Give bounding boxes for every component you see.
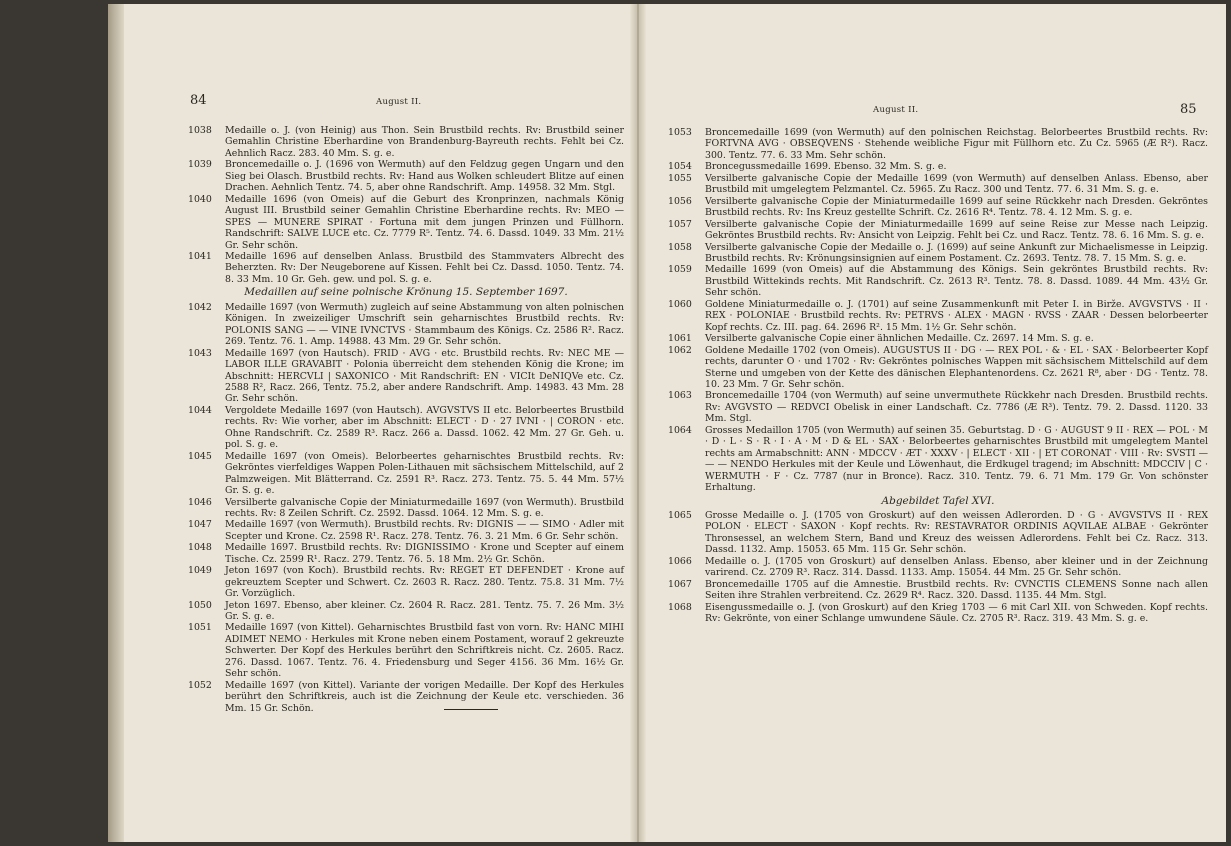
- catalog-entry: [668, 345, 1208, 391]
- catalog-entry: [188, 348, 624, 405]
- catalog-entry: [188, 451, 624, 497]
- catalog-entry: [668, 579, 1208, 602]
- entry-number: 1055: [668, 172, 692, 184]
- entry-text: Medaille 1697. Brustbild rechts. Rv: DIGNISSIMO · Krone und Scepter auf einem Tische. Cz. 2599 R¹. Racz. 279. Tentz. 76. 5. 18 Mm. 2½ Gr. Schön.: [225, 542, 624, 565]
- section-heading: Medaillen auf seine polnische Krönung 15. September 1697.: [244, 286, 568, 299]
- entry-text: Broncemedaille 1699 (von Wermuth) auf den polnischen Reichstag. Belorbeertes Brustbild rechts. Rv: FORTVNA AVG · OBSEQVENS · Stehende weibliche Figur mit Füllhorn etc. Zu Cz. 5965 (Æ R²). Racz. 300. Tentz. 77. 6. 33 Mm. Sehr schön.: [705, 127, 1208, 161]
- page-number-left: 84: [190, 93, 207, 108]
- catalog-entry: [188, 600, 624, 623]
- entry-number: 1065: [668, 509, 692, 521]
- entry-text: Medaille 1697 (von Omeis). Belorbeertes geharnischtes Brustbild rechts. Rv: Gekröntes vierfeldiges Wappen Polen-Lithauen mit sächsischem Mittelschild, auf 2 Palmzweigen. Mit Blätterrand. Cz. 2591 R³. Racz. 273. Tentz. 75. 5. 44 Mm. 57½ Gr. S. g. e.: [225, 450, 624, 497]
- left-page-body: [188, 125, 624, 714]
- entry-number: 1060: [668, 298, 692, 310]
- catalog-entry: [668, 510, 1208, 556]
- catalog-entry: [668, 173, 1208, 196]
- catalog-entry: [188, 497, 624, 520]
- book-gutter: [630, 4, 646, 842]
- entry-number: 1050: [188, 599, 212, 611]
- entry-text: Eisengussmedaille o. J. (von Groskurt) auf den Krieg 1703 — 6 mit Carl XII. von Schweden. Kopf rechts. Rv: Gekrönte, von einer Schlange umwundene Säule. Cz. 2705 R³. Racz. 319. 43 Mm. S. g. e.: [705, 601, 1208, 625]
- entry-number: 1068: [668, 601, 692, 613]
- catalog-entry: [188, 565, 624, 599]
- catalog-entry: [668, 425, 1208, 494]
- entry-number: 1057: [668, 218, 692, 230]
- entry-number: 1061: [668, 333, 692, 345]
- catalog-entry: [188, 680, 624, 714]
- entry-text: Medaille 1697 (von Hautsch). FRID · AVG · etc. Brustbild rechts. Rv: NEC ME — LABOR ILLE GRAVABIT · Polonia überreicht dem stehenden König die Krone; im Abschnitt: HERCVLI | SAXONICO · Mit Randschrift: EN · VICIt DeNIQVe etc. Cz. 2588 R², Racz. 266, Tentz. 75.2, aber andere Randschrift. Amp. 14983. 43 Mm. 28 Gr. Sehr schön.: [225, 347, 624, 405]
- entry-text: Medaille o. J. (von Heinig) aus Thon. Sein Brustbild rechts. Rv: Brustbild seiner Gemahlin Christine Eberhardine von Brandenburg-Bayreuth rechts. Fehlt bei Cz. Aehnlich Racz. 283. 40 Mm. S. g. e.: [225, 125, 624, 159]
- entry-text: Medaille 1699 (von Omeis) auf die Abstammung des Königs. Sein gekröntes Brustbild rechts. Rv: Brustbild Wittekinds rechts. Mit Randschrift. Cz. 2613 R³. Tentz. 78. 8. Dassd. 1089. 44 Mm. 43½ Gr. Sehr schön.: [705, 264, 1208, 299]
- page-number-right: 85: [1180, 102, 1197, 117]
- entry-number: 1044: [188, 404, 212, 416]
- catalog-entry: [188, 519, 624, 542]
- catalog-entry: [668, 242, 1208, 265]
- catalog-entry: [188, 622, 624, 679]
- right-entries-before: [668, 127, 1208, 494]
- entry-number: 1047: [188, 519, 212, 531]
- catalog-entry: [668, 390, 1208, 424]
- entry-number: 1067: [668, 578, 692, 590]
- catalog-entry: [668, 196, 1208, 219]
- entry-text: Jeton 1697 (von Koch). Brustbild rechts. Rv: REGET ET DEFENDET · Krone auf gekreuztem Scepter und Schwert. Cz. 2603 R. Racz. 280. Tentz. 75.8. 31 Mm. 7½ Gr. Vorzüglich.: [225, 565, 624, 600]
- catalog-entry: [188, 405, 624, 451]
- entry-number: 1059: [668, 264, 692, 276]
- entry-number: 1063: [668, 390, 692, 402]
- entry-number: 1041: [188, 250, 212, 262]
- entry-text: Broncemedaille 1704 (von Wermuth) auf seine unvermuthete Rückkehr nach Dresden. Brustbild rechts. Rv: AVGVSTO — REDVCI Obelisk in einer Landschaft. Cz. 7786 (Æ R³). Tentz. 79. 2. Dassd. 1120. 33 Mm. Stgl.: [705, 390, 1208, 425]
- entry-text: Medaille 1697 (von Wermuth). Brustbild rechts. Rv: DIGNIS — — SIMO · Adler mit Scepter und Krone. Cz. 2598 R¹. Racz. 278. Tentz. 76. 3. 21 Mm. 6 Gr. Sehr schön.: [225, 519, 624, 542]
- entry-text: Jeton 1697. Ebenso, aber kleiner. Cz. 2604 R. Racz. 281. Tentz. 75. 7. 26 Mm. 3½ Gr. S. g. e.: [225, 599, 624, 623]
- catalog-entry: [188, 302, 624, 348]
- entry-text: Versilberte galvanische Copie der Medaille 1699 (von Wermuth) auf denselben Anlass. Ebenso, aber Brustbild mit umgelegtem Pelzmantel. Cz. 5965. Zu Racz. 300 und Tentz. 77. 6. 31 Mm. S. g. e.: [705, 172, 1208, 196]
- entry-text: Versilberte galvanische Copie einer ähnlichen Medaille. Cz. 2697. 14 Mm. S. g. e.: [705, 333, 1094, 345]
- entry-number: 1040: [188, 193, 212, 205]
- entry-text: Medaille 1697 (von Wermuth) zugleich auf seine Abstammung von alten polnischen Königen. In zweizeiliger Umschrift sein geharnischtes Brustbild rechts. Rv: POLONIS SANG — — VINE IVNCTVS · Stammbaum des Königs. Cz. 2586 R². Racz. 269. Tentz. 76. 1. Amp. 14988. 43 Mm. 29 Gr. Sehr schön.: [225, 301, 624, 348]
- entry-text: Broncemedaille o. J. (1696 von Wermuth) auf den Feldzug gegen Ungarn und den Sieg bei Olasch. Brustbild rechts. Rv: Hand aus Wolken schleudert Blitze auf einen Drachen. Aehnlich Tentz. 74. 5, aber ohne Randschrift. Amp. 14958. 32 Mm. Stgl.: [225, 159, 624, 194]
- entry-text: Vergoldete Medaille 1697 (von Hautsch). AVGVSTVS II etc. Belorbeertes Brustbild rechts. Rv: Wie vorher, aber im Abschnitt: ELECT · D · 27 IVNI · | CORON · etc. Ohne Randschrift. Cz. 2589 R³. Racz. 266 a. Dassd. 1062. 42 Mm. 27 Gr. Geh. u. pol. S. g. e.: [225, 404, 624, 451]
- entry-number: 1051: [188, 622, 212, 634]
- entry-text: Medaille o. J. (1705 von Groskurt) auf denselben Anlass. Ebenso, aber kleiner und in der Zeichnung varirend. Cz. 2709 R³. Racz. 314. Dassd. 1133. Amp. 15054. 44 Mm. 25 Gr. Sehr schön.: [705, 555, 1208, 579]
- catalog-entry: [188, 159, 624, 193]
- right-page-body: [668, 127, 1208, 624]
- catalog-entry: [668, 556, 1208, 579]
- entry-text: Versilberte galvanische Copie der Miniaturmedaille 1697 (von Wermuth). Brustbild rechts. Rv: 8 Zeilen Schrift. Cz. 2592. Dassd. 1064. 12 Mm. S. g. e.: [225, 496, 624, 519]
- entry-text: Goldene Medaille 1702 (von Omeis). AUGUSTUS II · DG · — REX POL · & · EL · SAX · Belorbeerter Kopf rechts, darunter O · und 1702 · Rv: Gekröntes polnisches Wappen mit sächsischem Mittelschild auf dem Sterne und umgeben von der Kette des dänischen Elephantenordens. Cz. 2621 R⁸, aber · DG · Tentz. 78. 10. 23 Mm. 7 Gr. Sehr schön.: [705, 344, 1208, 390]
- right-entries-after: [668, 510, 1208, 625]
- catalog-entry: [668, 127, 1208, 161]
- entry-text: Medaille 1696 auf denselben Anlass. Brustbild des Stammvaters Albrecht des Beherzten. Rv: Der Neugeborene auf Kissen. Fehlt bei Cz. Dassd. 1050. Tentz. 74. 8. 33 Mm. 10 Gr. Geh. gew. und pol. S. g. e.: [225, 250, 624, 285]
- entry-number: 1052: [188, 679, 212, 691]
- page-edge: [108, 4, 124, 842]
- catalog-entry: [668, 161, 1208, 172]
- entry-number: 1058: [668, 241, 692, 253]
- catalog-entry: [188, 542, 624, 565]
- entry-text: Medaille 1697 (von Kittel). Variante der vorigen Medaille. Der Kopf des Herkules berührt den Schriftkreis, auch ist die Zeichnung der Keule etc. verschieden. 36 Mm. 15 Gr. Schön.: [225, 679, 624, 714]
- entry-text: Broncemedaille 1705 auf die Amnestie. Brustbild rechts. Rv: CVNCTIS CLEMENS Sonne nach allen Seiten ihre Strahlen verbreitend. Cz. 2629 R⁴. Racz. 320. Dassd. 1135. 44 Mm. Stgl.: [705, 578, 1208, 602]
- catalog-entry: [668, 219, 1208, 242]
- entry-number: 1049: [188, 565, 212, 577]
- entry-number: 1053: [668, 127, 692, 138]
- catalog-entry: [668, 264, 1208, 298]
- catalog-entry: [188, 125, 624, 159]
- entry-text: Medaille 1697 (von Kittel). Geharnischtes Brustbild fast von vorn. Rv: HANC MIHI ADIMET NEMO · Herkules mit Krone neben einem Postament, worauf 2 gekreuzte Schwerter. Der Kopf des Herkules berührt den Schriftkreis nicht. Cz. 2605. Racz. 276. Dassd. 1067. Tentz. 76. 4. Friedensburg und Seger 4156. 36 Mm. 16½ Gr. Sehr schön.: [225, 622, 624, 680]
- catalog-entry: [668, 333, 1208, 344]
- catalog-entry: [668, 299, 1208, 333]
- entry-text: Medaille 1696 (von Omeis) auf die Geburt des Kronprinzen, nachmals König August III. Brustbild seiner Gemahlin Christine Eberhardine rechts. Rv: MEO — SPES — MUNERE SPIRAT · Fortuna mit dem jungen Prinzen und Füllhorn. Randschrift: SALVE LUCE etc. Cz. 7779 R⁵. Tentz. 74. 6. Dassd. 1049. 33 Mm. 21½ Gr. Sehr schön.: [225, 193, 624, 251]
- entry-number: 1039: [188, 159, 212, 171]
- entry-number: 1043: [188, 347, 212, 359]
- entry-number: 1046: [188, 496, 212, 508]
- plate-reference: Abgebildet Tafel XVI.: [881, 494, 995, 507]
- catalog-entry: [188, 251, 624, 285]
- entry-number: 1062: [668, 344, 692, 356]
- entry-number: 1064: [668, 424, 692, 436]
- entry-number: 1038: [188, 125, 212, 136]
- entry-number: 1042: [188, 301, 212, 313]
- book-spread: [108, 4, 1226, 842]
- running-head-left: August II.: [376, 97, 422, 107]
- entry-number: 1048: [188, 542, 212, 554]
- entry-number: 1054: [668, 161, 692, 173]
- entry-text: Broncegussmedaille 1699. Ebenso. 32 Mm. S. g. e.: [705, 161, 947, 173]
- entry-text: Versilberte galvanische Copie der Miniaturmedaille 1699 auf seine Reise zur Messe nach Leipzig. Gekröntes Brustbild rechts. Rv: Ansicht von Leipzig. Fehlt bei Cz. und Racz. Tentz. 78. 6. 16 Mm. S. g. e.: [705, 218, 1208, 242]
- entry-text: Grosses Medaillon 1705 (von Wermuth) auf seinen 35. Geburtstag. D · G · AUGUST 9 II · REX — POL · M · D · L · S · R · I · A · M · D & EL · SAX · Belorbeertes geharnischtes Brustbild mit umgelegtem Mantel rechts am Armabschnitt: ANN · MDCCV · ÆT · XXXV · | ELECT · XII · | ET CORONAT · VIII · Rv: SVSTI — — — NENDO Herkules mit der Keule und Löwenhaut, die Erdkugel tragend; im Abschnitt: MDCCIV | C · WERMUTH · F · Cz. 7787 (nur in Bronce). Racz. 310. Tentz. 79. 6. 71 Mm. 179 Gr. Von schönster Erhaltung.: [705, 424, 1208, 494]
- entry-text: Versilberte galvanische Copie der Medaille o. J. (1699) auf seine Ankunft zur Michaelismesse in Leipzig. Brustbild rechts. Rv: Krönungsinsignien auf einem Postament. Cz. 2693. Tentz. 78. 7. 15 Mm. S. g. e.: [705, 241, 1208, 264]
- entry-number: 1066: [668, 555, 692, 567]
- left-entries-after: [188, 302, 624, 714]
- entry-text: Grosse Medaille o. J. (1705 von Groskurt) auf den weissen Adlerorden. D · G · AVGVSTVS II · REX POLON · ELECT · SAXON · Kopf rechts. Rv: RESTAVRATOR ORDINIS AQVILAE ALBAE · Gekrönter Thronsessel, an welchem Stern, Band und Kreuz des weissen Adlerordens. Fehlt bei Cz. Racz. 313. Dassd. 1132. Amp. 15053. 65 Mm. 115 Gr. Sehr schön.: [705, 509, 1208, 556]
- catalog-entry: [188, 194, 624, 251]
- running-head-right: August II.: [873, 105, 919, 115]
- entry-number: 1045: [188, 450, 212, 462]
- entry-text: Versilberte galvanische Copie der Miniaturmedaille 1699 auf seine Rückkehr nach Dresden. Gekröntes Brustbild rechts. Rv: Ins Kreuz gestellte Schrift. Cz. 2616 R⁴. Tentz. 78. 4. 12 Mm. S. g. e.: [705, 195, 1208, 219]
- entry-number: 1056: [668, 195, 692, 207]
- left-entries-before: [188, 125, 624, 285]
- entry-text: Goldene Miniaturmedaille o. J. (1701) auf seine Zusammenkunft mit Peter I. in Birže. AVGVSTVS · II · REX · POLONIAE · Brustbild rechts. Rv: PETRVS · ALEX · MAGN · RVSS · ZAAR · Dessen belorbeerter Kopf rechts. Cz. III. pag. 64. 2696 R². 15 Mm. 1½ Gr. Sehr schön.: [705, 298, 1208, 333]
- catalog-entry: [668, 602, 1208, 625]
